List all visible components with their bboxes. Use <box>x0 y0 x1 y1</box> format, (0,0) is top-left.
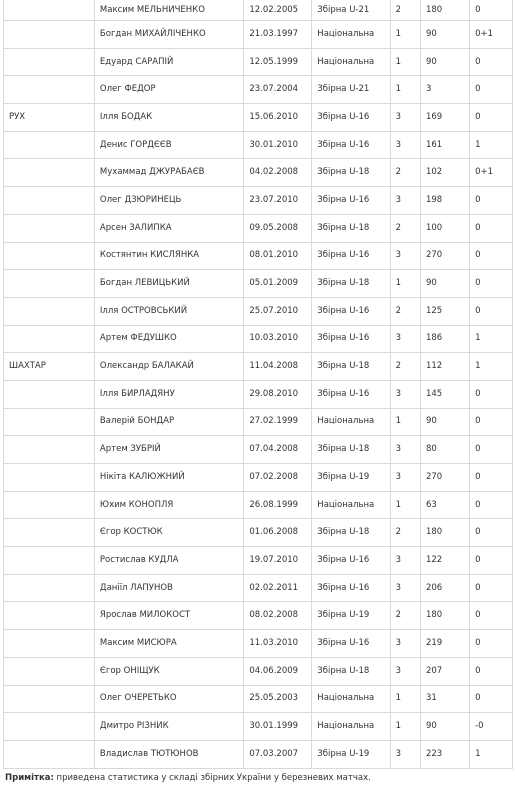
goals-cell: 0 <box>470 408 513 436</box>
player-name-cell: Денис ГОРДЄЄВ <box>94 131 243 159</box>
minutes-cell: 180 <box>420 0 469 21</box>
goals-cell: 0 <box>470 630 513 658</box>
birth-date-cell: 07.03.2007 <box>244 740 312 768</box>
national-team-cell: Збірна U-19 <box>312 740 390 768</box>
club-cell <box>4 159 95 187</box>
matches-cell: 1 <box>390 408 420 436</box>
table-row <box>4 297 513 325</box>
player-name-cell: Ілля ОСТРОВСЬКИЙ <box>94 297 243 325</box>
club-cell <box>4 574 95 602</box>
minutes-cell: 31 <box>420 685 469 713</box>
table-row <box>4 657 513 685</box>
matches-cell: 2 <box>390 0 420 21</box>
table-row <box>4 76 513 104</box>
table-row <box>4 159 513 187</box>
goals-cell: 0 <box>470 464 513 492</box>
national-team-cell: Збірна U-18 <box>312 519 390 547</box>
minutes-cell: 90 <box>420 713 469 741</box>
club-cell <box>4 657 95 685</box>
table-row <box>4 519 513 547</box>
goals-cell: 0 <box>470 602 513 630</box>
table-row <box>4 242 513 270</box>
club-cell <box>4 436 95 464</box>
minutes-cell: 122 <box>420 547 469 575</box>
birth-date-cell: 04.06.2009 <box>244 657 312 685</box>
player-name-cell: Костянтин КИСЛЯНКА <box>94 242 243 270</box>
player-name-cell: Єгор КОСТЮК <box>94 519 243 547</box>
birth-date-cell: 30.01.1999 <box>244 713 312 741</box>
matches-cell: 1 <box>390 685 420 713</box>
minutes-cell: 102 <box>420 159 469 187</box>
birth-date-cell: 08.02.2008 <box>244 602 312 630</box>
player-name-cell: Едуард САРАПІЙ <box>94 48 243 76</box>
minutes-cell: 270 <box>420 464 469 492</box>
club-cell: ШАХТАР <box>4 353 95 381</box>
matches-cell: 3 <box>390 325 420 353</box>
minutes-cell: 169 <box>420 104 469 132</box>
birth-date-cell: 11.04.2008 <box>244 353 312 381</box>
matches-cell: 2 <box>390 159 420 187</box>
matches-cell: 1 <box>390 270 420 298</box>
table-row <box>4 325 513 353</box>
national-team-cell: Збірна U-19 <box>312 602 390 630</box>
goals-cell: 0 <box>470 214 513 242</box>
player-name-cell: Олег ДЗЮРИНЕЦЬ <box>94 187 243 215</box>
birth-date-cell: 12.05.1999 <box>244 48 312 76</box>
national-team-cell: Збірна U-18 <box>312 353 390 381</box>
birth-date-cell: 08.01.2010 <box>244 242 312 270</box>
birth-date-cell: 27.02.1999 <box>244 408 312 436</box>
national-team-cell: Збірна U-16 <box>312 104 390 132</box>
minutes-cell: 180 <box>420 519 469 547</box>
player-name-cell: Артем ФЕДУШКО <box>94 325 243 353</box>
club-cell <box>4 270 95 298</box>
minutes-cell: 180 <box>420 602 469 630</box>
club-cell <box>4 187 95 215</box>
minutes-cell: 207 <box>420 657 469 685</box>
club-cell <box>4 547 95 575</box>
national-team-cell: Національна <box>312 408 390 436</box>
goals-cell: 0 <box>470 104 513 132</box>
table-row <box>4 574 513 602</box>
club-cell <box>4 602 95 630</box>
player-name-cell: Ілля БИРЛАДЯНУ <box>94 380 243 408</box>
table-row <box>4 713 513 741</box>
club-cell: РУХ <box>4 104 95 132</box>
national-team-cell: Збірна U-16 <box>312 297 390 325</box>
national-team-cell: Збірна U-16 <box>312 574 390 602</box>
national-team-cell: Збірна U-21 <box>312 76 390 104</box>
player-name-cell: Мухаммад ДЖУРАБАЄВ <box>94 159 243 187</box>
table-row <box>4 547 513 575</box>
club-cell <box>4 685 95 713</box>
club-cell <box>4 630 95 658</box>
player-name-cell: Даніїл ЛАПУНОВ <box>94 574 243 602</box>
national-team-cell: Збірна U-16 <box>312 325 390 353</box>
national-team-cell: Збірна U-16 <box>312 380 390 408</box>
matches-cell: 3 <box>390 242 420 270</box>
table-row <box>4 353 513 381</box>
player-name-cell: Ростислав КУДЛА <box>94 547 243 575</box>
birth-date-cell: 07.04.2008 <box>244 436 312 464</box>
table-row <box>4 380 513 408</box>
minutes-cell: 206 <box>420 574 469 602</box>
club-cell <box>4 21 95 49</box>
matches-cell: 1 <box>390 76 420 104</box>
minutes-cell: 223 <box>420 740 469 768</box>
table-row <box>4 685 513 713</box>
birth-date-cell: 30.01.2010 <box>244 131 312 159</box>
player-name-cell: Валерій БОНДАР <box>94 408 243 436</box>
birth-date-cell: 19.07.2010 <box>244 547 312 575</box>
birth-date-cell: 02.02.2011 <box>244 574 312 602</box>
birth-date-cell: 21.03.1997 <box>244 21 312 49</box>
matches-cell: 2 <box>390 602 420 630</box>
birth-date-cell: 11.03.2010 <box>244 630 312 658</box>
table-row <box>4 0 513 21</box>
club-cell <box>4 740 95 768</box>
club-cell <box>4 713 95 741</box>
goals-cell: 0 <box>470 187 513 215</box>
minutes-cell: 161 <box>420 131 469 159</box>
club-cell <box>4 464 95 492</box>
club-cell <box>4 0 95 21</box>
goals-cell: -0 <box>470 713 513 741</box>
player-name-cell: Максим МИСЮРА <box>94 630 243 658</box>
club-cell <box>4 519 95 547</box>
goals-cell: 1 <box>470 131 513 159</box>
birth-date-cell: 23.07.2010 <box>244 187 312 215</box>
birth-date-cell: 01.06.2008 <box>244 519 312 547</box>
birth-date-cell: 10.03.2010 <box>244 325 312 353</box>
footnote-text: приведена статистика у складі збірних України у березневих матчах. <box>53 772 371 783</box>
matches-cell: 3 <box>390 436 420 464</box>
table-row <box>4 436 513 464</box>
birth-date-cell: 04.02.2008 <box>244 159 312 187</box>
birth-date-cell: 15.06.2010 <box>244 104 312 132</box>
club-cell <box>4 491 95 519</box>
national-team-cell: Збірна U-19 <box>312 464 390 492</box>
matches-cell: 3 <box>390 547 420 575</box>
table-row <box>4 187 513 215</box>
matches-cell: 3 <box>390 104 420 132</box>
minutes-cell: 90 <box>420 48 469 76</box>
goals-cell: 0 <box>470 242 513 270</box>
player-name-cell: Богдан МИХАЙЛІЧЕНКО <box>94 21 243 49</box>
minutes-cell: 63 <box>420 491 469 519</box>
birth-date-cell: 25.05.2003 <box>244 685 312 713</box>
national-team-cell: Національна <box>312 491 390 519</box>
goals-cell: 1 <box>470 325 513 353</box>
national-team-cell: Національна <box>312 21 390 49</box>
player-name-cell: Ярослав МИЛОКОСТ <box>94 602 243 630</box>
goals-cell: 0+1 <box>470 21 513 49</box>
national-team-cell: Збірна U-16 <box>312 131 390 159</box>
club-cell <box>4 214 95 242</box>
player-name-cell: Єгор ОНІЩУК <box>94 657 243 685</box>
national-team-cell: Збірна U-18 <box>312 657 390 685</box>
national-team-cell: Збірна U-18 <box>312 159 390 187</box>
national-team-cell: Збірна U-16 <box>312 630 390 658</box>
minutes-cell: 145 <box>420 380 469 408</box>
goals-cell: 0 <box>470 270 513 298</box>
goals-cell: 0 <box>470 0 513 21</box>
players-table-body <box>4 0 513 768</box>
matches-cell: 2 <box>390 353 420 381</box>
goals-cell: 0 <box>470 519 513 547</box>
goals-cell: 0 <box>470 48 513 76</box>
matches-cell: 1 <box>390 713 420 741</box>
birth-date-cell: 26.08.1999 <box>244 491 312 519</box>
goals-cell: 0 <box>470 436 513 464</box>
matches-cell: 3 <box>390 380 420 408</box>
minutes-cell: 125 <box>420 297 469 325</box>
goals-cell: 0 <box>470 547 513 575</box>
matches-cell: 2 <box>390 297 420 325</box>
player-name-cell: Олег ФЕДОР <box>94 76 243 104</box>
footnote-label: Примітка: <box>5 772 54 783</box>
matches-cell: 3 <box>390 131 420 159</box>
player-name-cell: Нікіта КАЛЮЖНИЙ <box>94 464 243 492</box>
national-team-cell: Збірна U-21 <box>312 0 390 21</box>
table-row <box>4 21 513 49</box>
players-table <box>3 0 513 769</box>
club-cell <box>4 297 95 325</box>
birth-date-cell: 05.01.2009 <box>244 270 312 298</box>
minutes-cell: 219 <box>420 630 469 658</box>
table-row <box>4 131 513 159</box>
club-cell <box>4 131 95 159</box>
national-team-cell: Збірна U-16 <box>312 242 390 270</box>
matches-cell: 2 <box>390 519 420 547</box>
matches-cell: 1 <box>390 491 420 519</box>
national-team-cell: Збірна U-18 <box>312 270 390 298</box>
table-row <box>4 48 513 76</box>
player-name-cell: Олег ОЧЕРЕТЬКО <box>94 685 243 713</box>
player-name-cell: Олександр БАЛАКАЙ <box>94 353 243 381</box>
goals-cell: 0 <box>470 76 513 104</box>
table-row <box>4 740 513 768</box>
birth-date-cell: 23.07.2004 <box>244 76 312 104</box>
minutes-cell: 80 <box>420 436 469 464</box>
national-team-cell: Національна <box>312 713 390 741</box>
goals-cell: 1 <box>470 353 513 381</box>
club-cell <box>4 76 95 104</box>
club-cell <box>4 408 95 436</box>
goals-cell: 0 <box>470 657 513 685</box>
national-team-cell: Національна <box>312 48 390 76</box>
minutes-cell: 90 <box>420 21 469 49</box>
minutes-cell: 186 <box>420 325 469 353</box>
matches-cell: 3 <box>390 630 420 658</box>
minutes-cell: 3 <box>420 76 469 104</box>
player-name-cell: Владислав ТЮТЮНОВ <box>94 740 243 768</box>
birth-date-cell: 12.02.2005 <box>244 0 312 21</box>
player-name-cell: Ілля БОДАК <box>94 104 243 132</box>
player-name-cell: Артем ЗУБРІЙ <box>94 436 243 464</box>
player-name-cell: Дмитро РІЗНИК <box>94 713 243 741</box>
club-cell <box>4 242 95 270</box>
goals-cell: 1 <box>470 740 513 768</box>
minutes-cell: 198 <box>420 187 469 215</box>
table-row <box>4 270 513 298</box>
footnote <box>5 772 515 784</box>
minutes-cell: 100 <box>420 214 469 242</box>
table-row <box>4 464 513 492</box>
player-name-cell: Юхим КОНОПЛЯ <box>94 491 243 519</box>
goals-cell: 0 <box>470 685 513 713</box>
matches-cell: 3 <box>390 574 420 602</box>
minutes-cell: 112 <box>420 353 469 381</box>
national-team-cell: Збірна U-16 <box>312 187 390 215</box>
national-team-cell: Збірна U-18 <box>312 436 390 464</box>
club-cell <box>4 380 95 408</box>
club-cell <box>4 325 95 353</box>
minutes-cell: 270 <box>420 242 469 270</box>
national-team-cell: Національна <box>312 685 390 713</box>
table-row <box>4 214 513 242</box>
matches-cell: 3 <box>390 657 420 685</box>
table-row <box>4 104 513 132</box>
national-team-cell: Збірна U-16 <box>312 547 390 575</box>
goals-cell: 0 <box>470 574 513 602</box>
matches-cell: 1 <box>390 48 420 76</box>
birth-date-cell: 25.07.2010 <box>244 297 312 325</box>
club-cell <box>4 48 95 76</box>
player-name-cell: Богдан ЛЕВИЦЬКИЙ <box>94 270 243 298</box>
table-row <box>4 602 513 630</box>
birth-date-cell: 07.02.2008 <box>244 464 312 492</box>
matches-cell: 3 <box>390 740 420 768</box>
matches-cell: 3 <box>390 464 420 492</box>
goals-cell: 0+1 <box>470 159 513 187</box>
matches-cell: 3 <box>390 187 420 215</box>
table-row <box>4 491 513 519</box>
minutes-cell: 90 <box>420 270 469 298</box>
national-team-cell: Збірна U-18 <box>312 214 390 242</box>
matches-cell: 2 <box>390 214 420 242</box>
minutes-cell: 90 <box>420 408 469 436</box>
goals-cell: 0 <box>470 297 513 325</box>
goals-cell: 0 <box>470 380 513 408</box>
matches-cell: 1 <box>390 21 420 49</box>
table-row <box>4 408 513 436</box>
goals-cell: 0 <box>470 491 513 519</box>
table-row <box>4 630 513 658</box>
player-name-cell: Арсен ЗАЛИПКА <box>94 214 243 242</box>
player-name-cell: Максим МЕЛЬНИЧЕНКО <box>94 0 243 21</box>
birth-date-cell: 09.05.2008 <box>244 214 312 242</box>
birth-date-cell: 29.08.2010 <box>244 380 312 408</box>
